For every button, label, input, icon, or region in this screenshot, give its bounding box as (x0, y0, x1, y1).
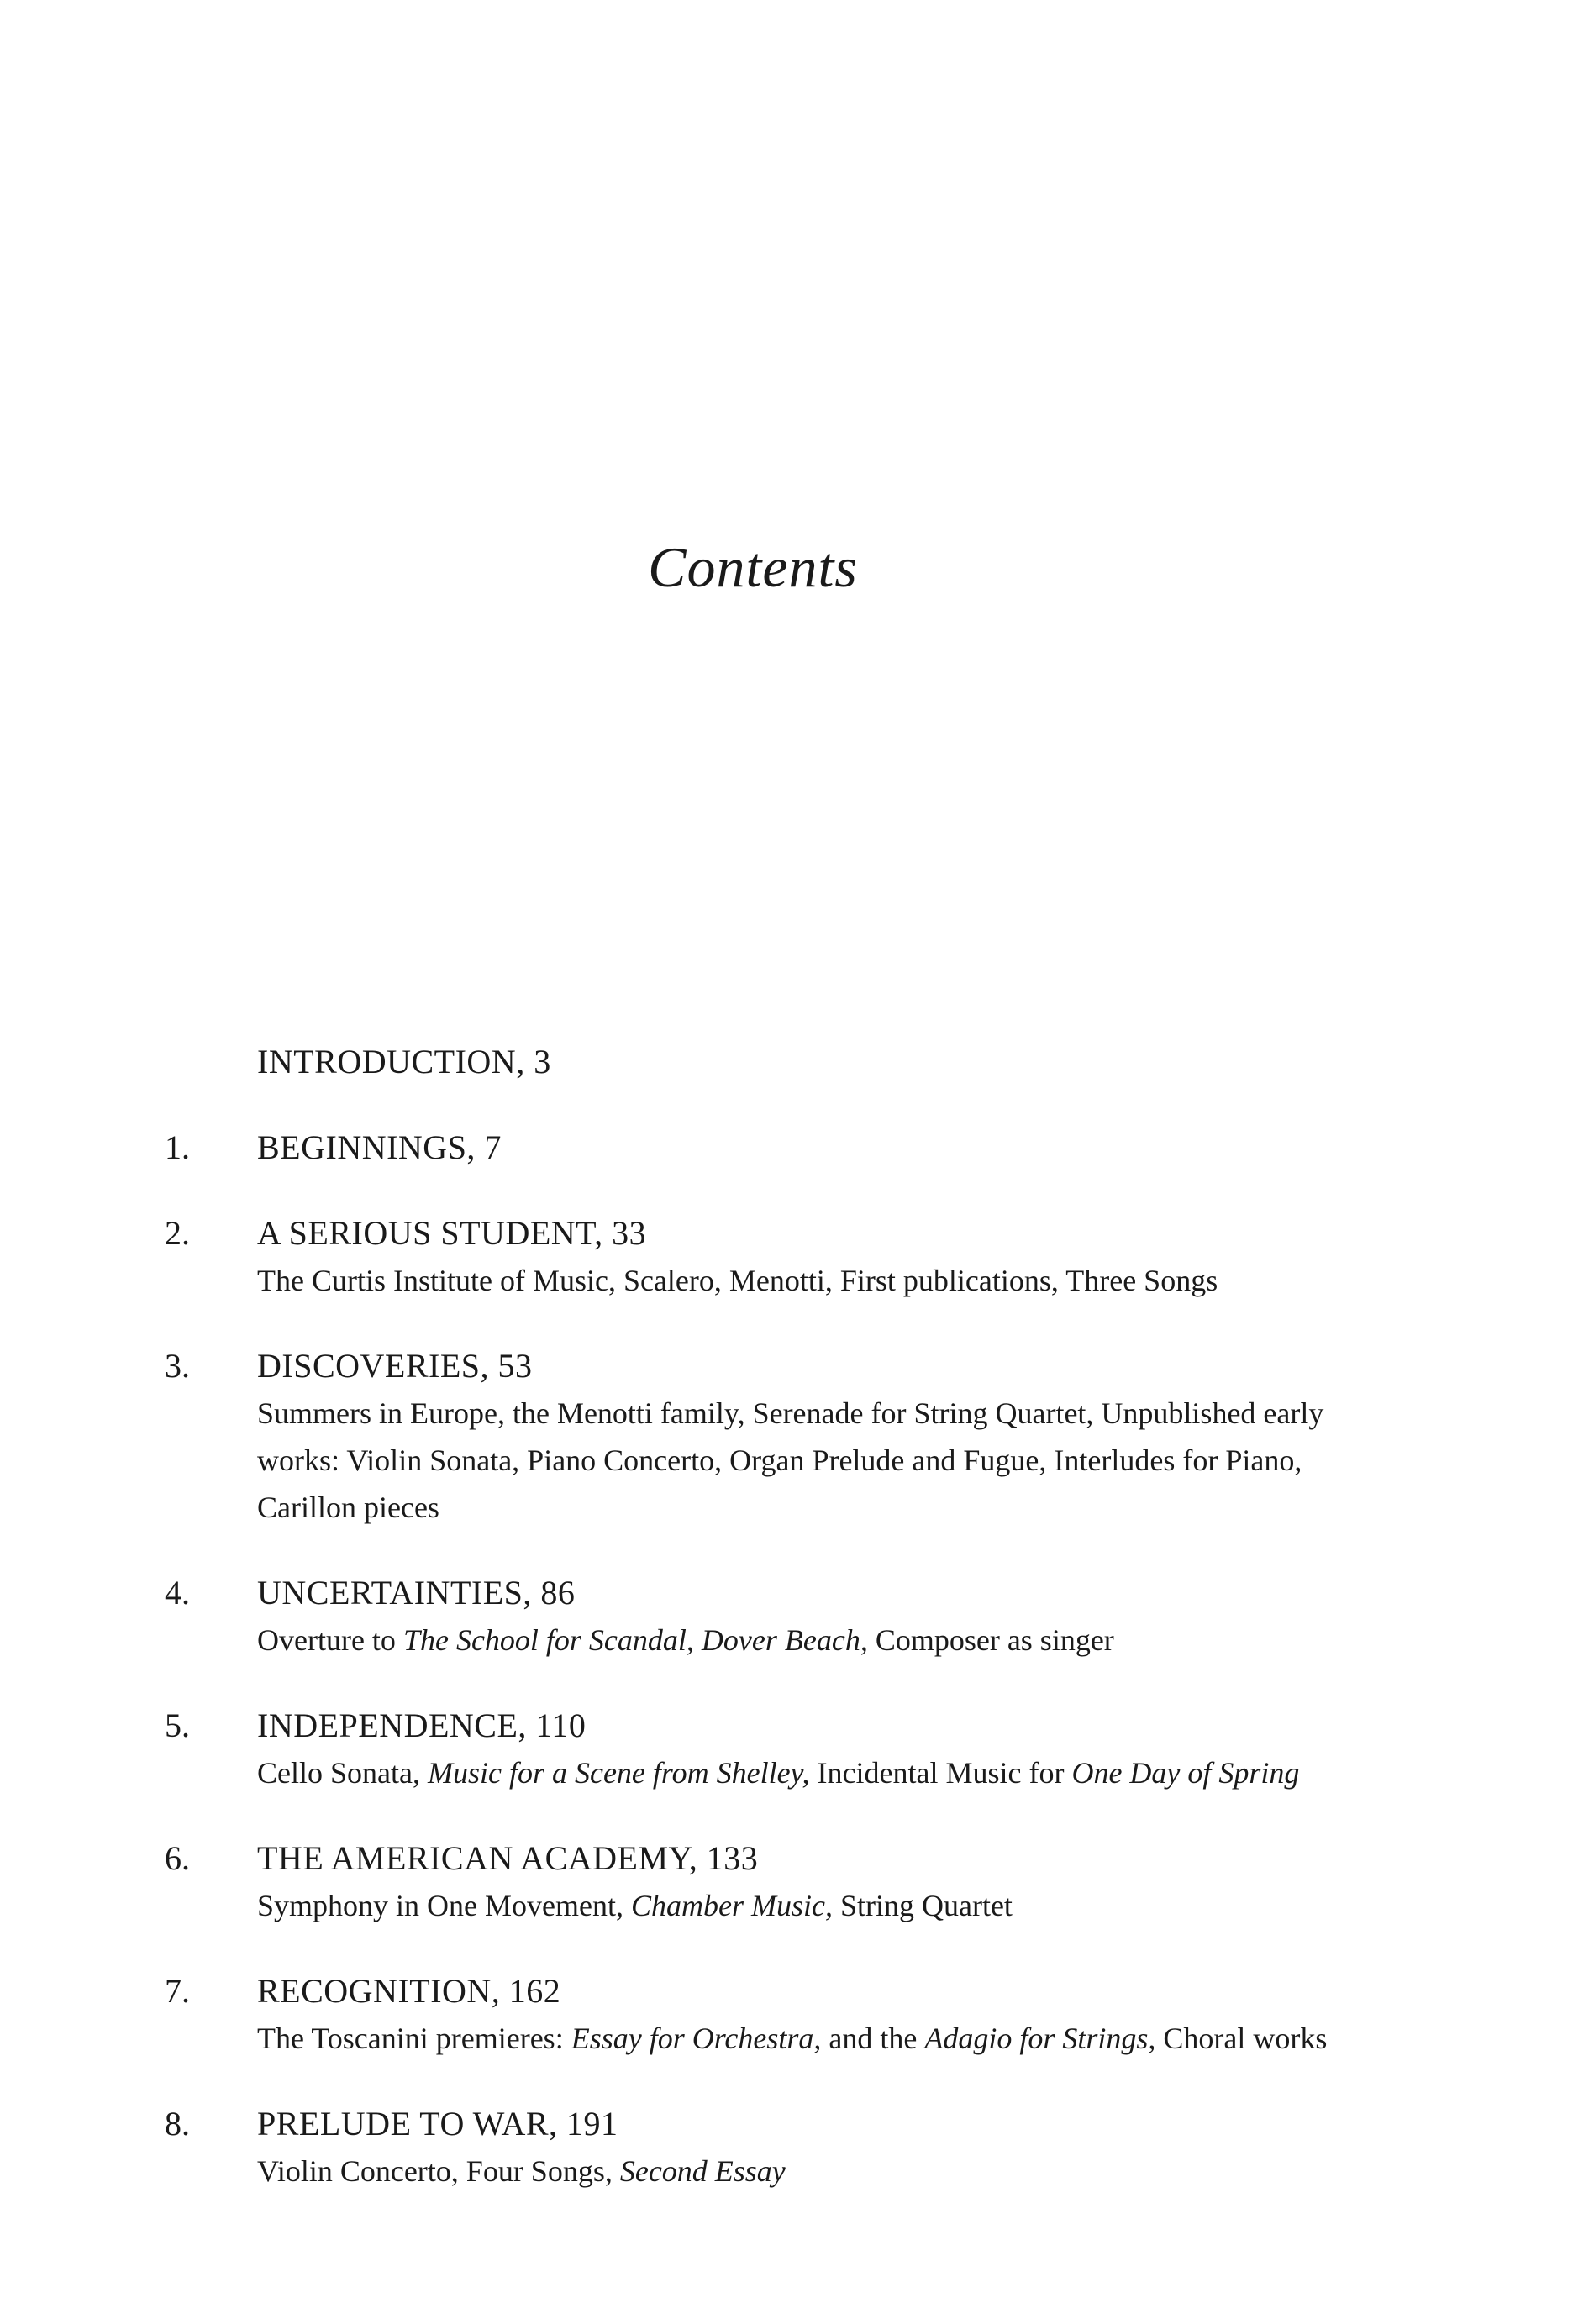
description-text: Composer as singer (867, 1623, 1114, 1657)
work-title: Essay for Orchestra, (571, 2022, 822, 2055)
toc-entry (0, 1124, 1573, 1171)
toc-entry (0, 1210, 1573, 1304)
description-text: The Toscanini premieres: (257, 2022, 571, 2055)
chapter-number: 8. (165, 2105, 190, 2143)
chapter-number: 6. (165, 1839, 190, 1877)
chapter-description (257, 1390, 1341, 1531)
description-text: Summers in Europe, the Menotti family, Serenade for String Quartet, Unpublished early works: Violin Sonata, Piano Concerto, Organ Prelude and Fugue, Interludes for Piano, Carillon pieces (257, 1396, 1324, 1524)
description-text: Cello Sonata, (257, 1756, 428, 1790)
toc-entry (0, 1038, 1573, 1086)
chapter-number: 5. (165, 1706, 190, 1744)
chapter-heading: UNCERTAINTIES, 86 (257, 1574, 576, 1612)
toc-entry (0, 1835, 1573, 1929)
toc-entry (0, 2101, 1573, 2195)
work-title: Chamber Music, (630, 1889, 833, 1922)
page-title: Contents (648, 535, 858, 599)
chapter-description (257, 1257, 1341, 1304)
description-text: String Quartet (832, 1889, 1013, 1922)
chapter-number: 3. (165, 1347, 190, 1385)
chapter-heading: PRELUDE TO WAR, 191 (257, 2105, 618, 2143)
chapter-heading: RECOGNITION, 162 (257, 1972, 561, 2010)
work-title: Music for a Scene from Shelley, (427, 1756, 810, 1790)
work-title: Second Essay (619, 2154, 786, 2188)
chapter-number: 1. (165, 1128, 190, 1166)
chapter-description (257, 1617, 1341, 1664)
toc-entry (0, 1702, 1573, 1796)
chapter-heading: DISCOVERIES, 53 (257, 1347, 533, 1385)
chapter-number: 4. (165, 1574, 190, 1612)
description-text: Overture to (257, 1623, 403, 1657)
description-text: Incidental Music for (809, 1756, 1072, 1790)
chapter-heading: A SERIOUS STUDENT, 33 (257, 1214, 647, 1252)
chapter-number: 7. (165, 1972, 190, 2010)
chapter-description (257, 1882, 1341, 1929)
table-of-contents (0, 1038, 1573, 2233)
chapter-heading: INDEPENDENCE, 110 (257, 1706, 587, 1744)
description-text: The Curtis Institute of Music, Scalero, Menotti, First publications, Three Songs (257, 1264, 1218, 1297)
toc-entry (0, 1343, 1573, 1531)
chapter-heading: BEGINNINGS, 7 (257, 1128, 502, 1166)
chapter-heading: INTRODUCTION, 3 (257, 1043, 551, 1081)
description-text: Choral works (1155, 2022, 1328, 2055)
chapter-description (257, 2015, 1341, 2062)
toc-entry (0, 1569, 1573, 1664)
description-text: Symphony in One Movement, (257, 1889, 631, 1922)
chapter-description (257, 2148, 1341, 2195)
work-title: One Day of Spring (1071, 1756, 1300, 1790)
toc-entry (0, 1968, 1573, 2062)
description-text: and the (821, 2022, 925, 2055)
description-text: Violin Concerto, Four Songs, (257, 2154, 620, 2188)
work-title: The School for Scandal, Dover Beach, (402, 1623, 868, 1657)
work-title: Adagio for Strings, (924, 2022, 1156, 2055)
chapter-heading: THE AMERICAN ACADEMY, 133 (257, 1839, 759, 1877)
chapter-number: 2. (165, 1214, 190, 1252)
chapter-description (257, 1749, 1341, 1796)
